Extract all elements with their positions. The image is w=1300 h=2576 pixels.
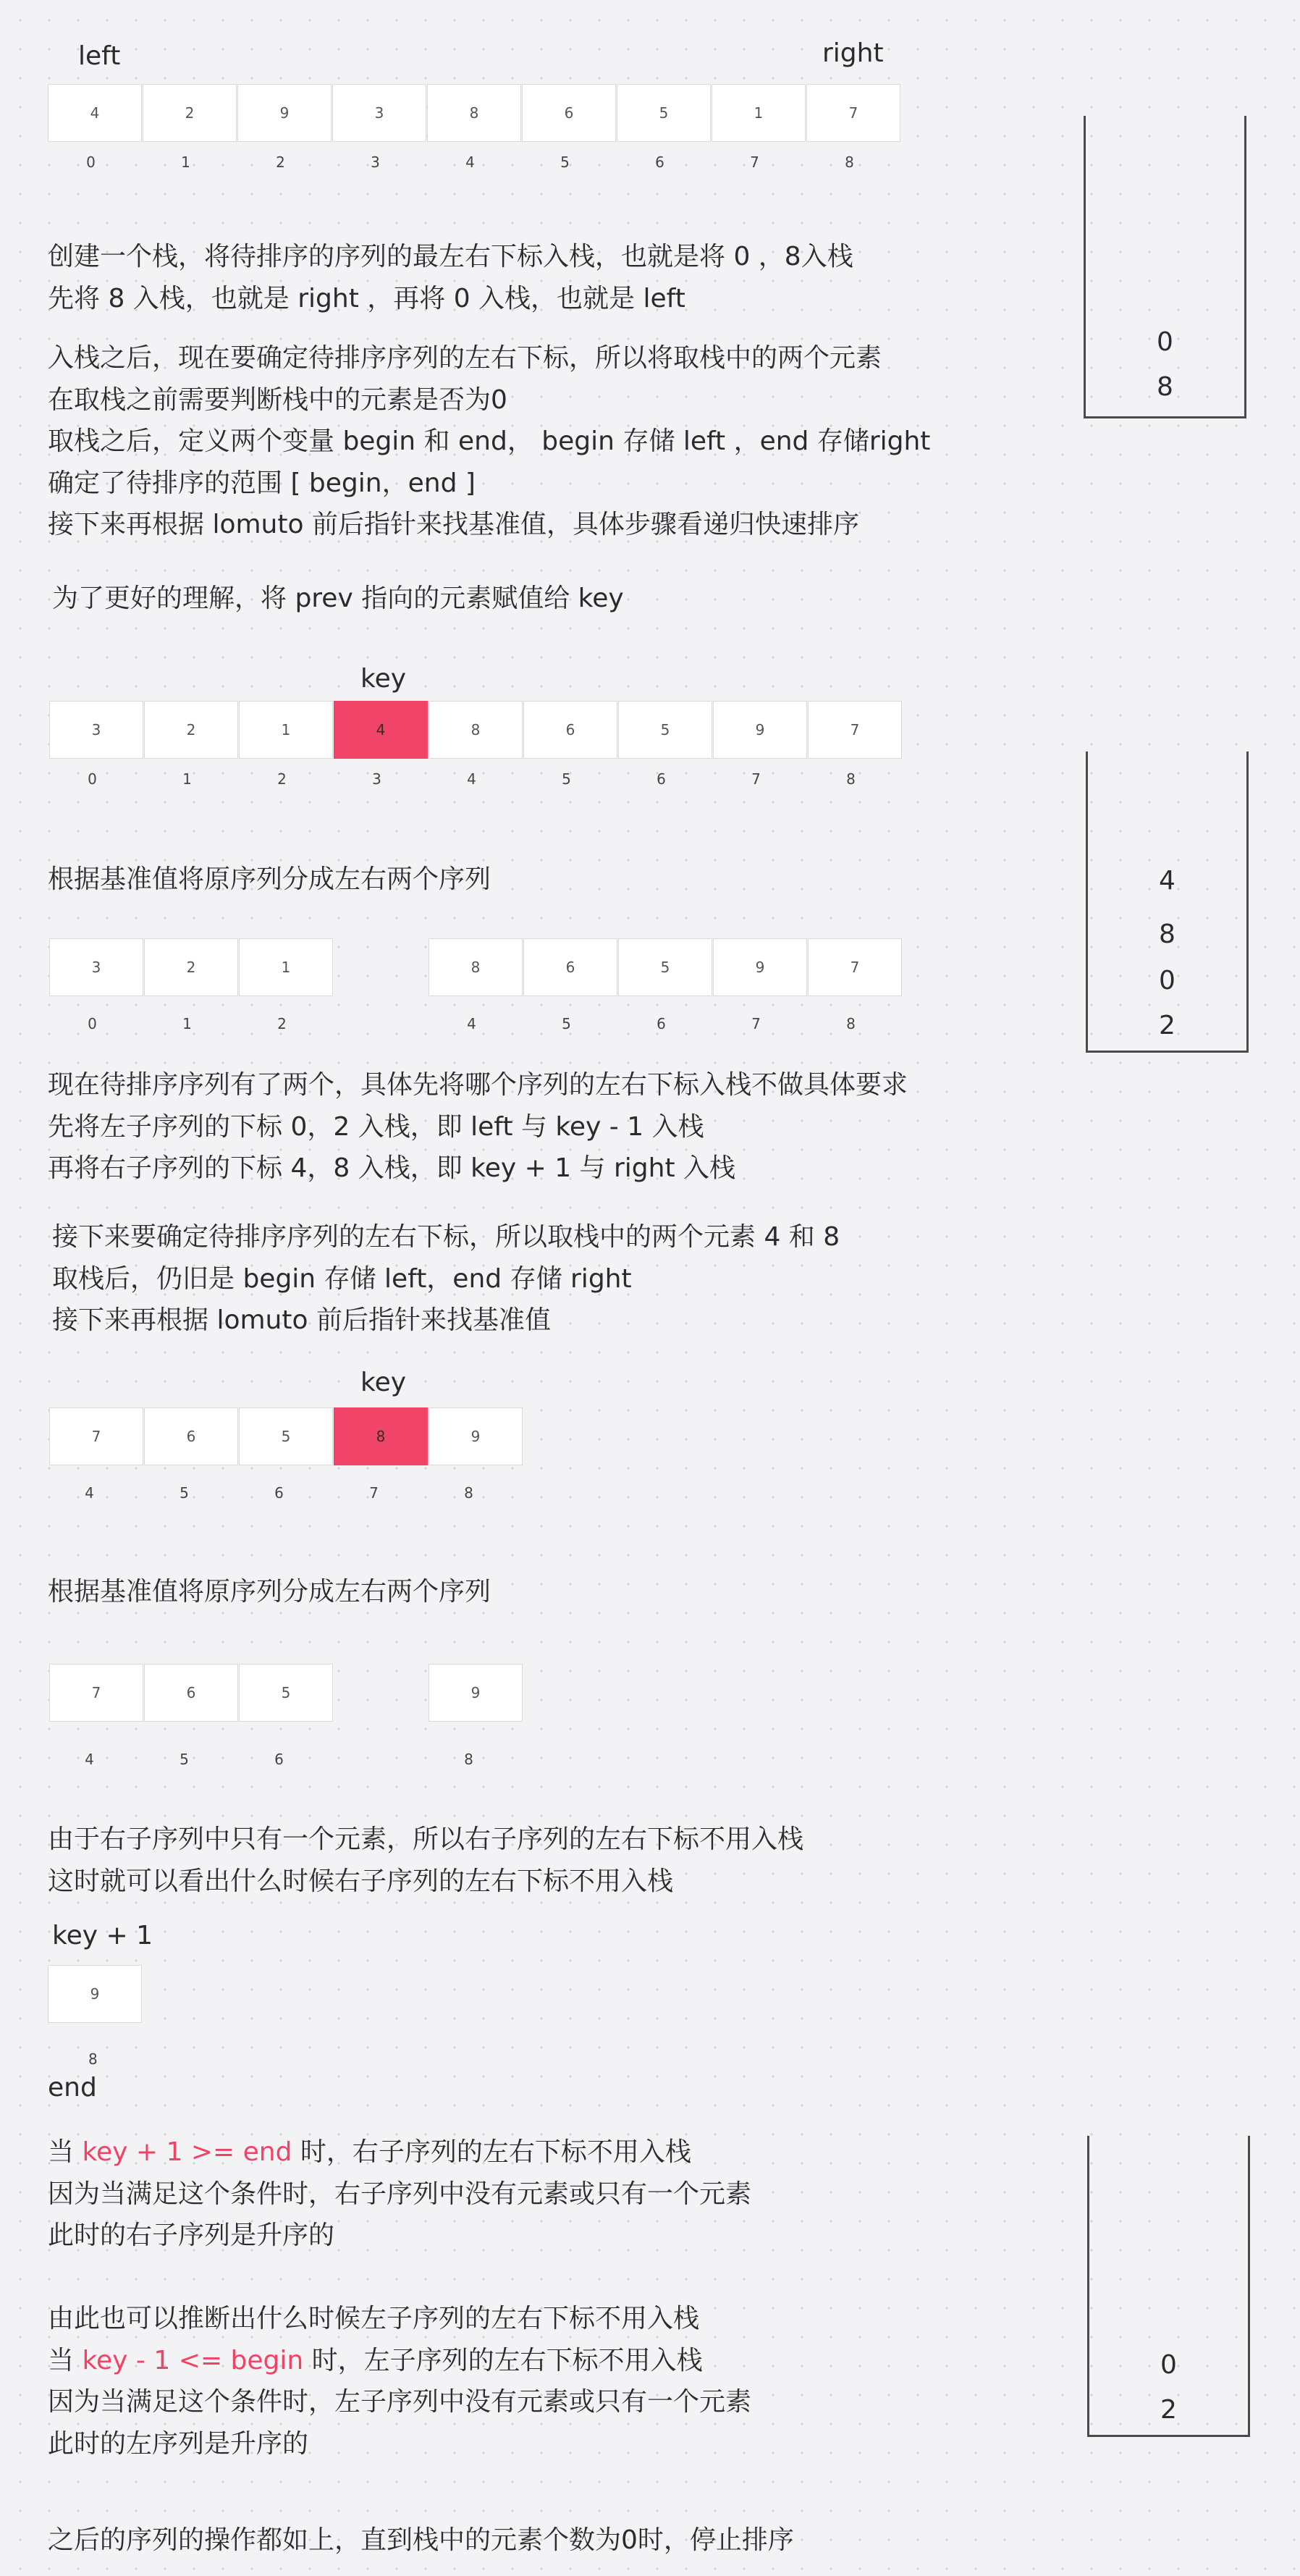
index-label: 4	[85, 1751, 94, 1768]
text-line: 根据基准值将原序列分成左右两个序列	[48, 864, 491, 894]
array-s2	[49, 701, 903, 759]
text-line: 接下来要确定待排序序列的左右下标，所以取栈中的两个元素 4 和 8	[52, 1222, 840, 1252]
key-cell: 4	[334, 701, 428, 759]
array-cell: 2	[143, 84, 237, 142]
text-line: 为了更好的理解，将 prev 指向的元素赋值给 key	[52, 584, 624, 613]
array-cell: 7	[806, 84, 900, 142]
index-label: 5	[560, 153, 570, 171]
array-cell: 7	[49, 1664, 143, 1722]
array-cell: 7	[808, 938, 902, 996]
index-row-s2	[45, 770, 898, 788]
index-label: 0	[86, 153, 96, 171]
stack-value: 8	[1157, 372, 1173, 402]
key-label: key	[360, 664, 407, 694]
index-label: 1	[181, 153, 190, 171]
text-line: 先将左子序列的下标 0，2 入栈，即 left 与 key - 1 入栈	[48, 1111, 704, 1142]
index-label: 7	[751, 770, 761, 788]
stack-diagram-1	[1084, 116, 1246, 418]
condition-red-1: key + 1 >= end	[82, 2137, 292, 2167]
index-label: 2	[276, 153, 285, 171]
array-cell: 9	[713, 701, 807, 759]
array-cell: 6	[144, 1407, 238, 1465]
text-line: 再将右子序列的下标 4，8 入栈，即 key + 1 与 right 入栈	[48, 1153, 736, 1183]
index-label: 5	[562, 1015, 571, 1032]
index-row-s3	[42, 1484, 516, 1502]
index-row-s3-split	[42, 1751, 516, 1768]
array-cell: 6	[523, 938, 617, 996]
stack-diagram-3	[1087, 2136, 1250, 2437]
index-label: 1	[182, 1015, 192, 1032]
array-cell: 9	[237, 84, 332, 142]
paragraph-s1-a	[48, 236, 853, 319]
paragraph-s1-c	[52, 578, 624, 620]
paragraph-s2-a	[48, 1064, 908, 1190]
stack-value: 2	[1159, 1011, 1176, 1040]
index-label: 8	[464, 1751, 473, 1768]
index-label: 3	[372, 770, 381, 788]
right-label: right	[822, 38, 884, 68]
array-cell: 5	[618, 701, 712, 759]
index-label: 3	[371, 153, 380, 171]
paragraph-s1-b	[48, 337, 930, 546]
array-cell: 9	[429, 1407, 523, 1465]
index-label: 6	[274, 1751, 284, 1768]
text-fragment: 时，左子序列的左右下标不用入栈	[303, 2345, 703, 2375]
text-line: 因为当满足这个条件时，左子序列中没有元素或只有一个元素	[48, 2387, 752, 2417]
index-label: 6	[657, 770, 666, 788]
stack-value: 2	[1160, 2395, 1177, 2425]
array-cell: 5	[239, 1664, 333, 1722]
index-row-s1	[43, 153, 897, 171]
text-line: 取栈之后，定义两个变量 begin 和 end， begin 存储 left ，end 存储right	[48, 426, 931, 456]
text-line: 此时的右子序列是升序的	[48, 2221, 335, 2250]
index-label: 4	[465, 153, 475, 171]
array-s1	[48, 84, 901, 142]
left-label: left	[78, 41, 121, 71]
array-cell: 8	[429, 701, 523, 759]
array-cell: 1	[712, 84, 806, 142]
index-label: 1	[182, 770, 192, 788]
array-cell: 2	[144, 701, 238, 759]
array-cell: 9	[713, 938, 807, 996]
key-cell: 8	[334, 1407, 428, 1465]
array-cell: 8	[427, 84, 521, 142]
array-cell: 9	[429, 1664, 523, 1722]
paragraph-s4-b	[48, 2298, 751, 2465]
text-line: 由此也可以推断出什么时候左子序列的左右下标不用入栈	[48, 2304, 700, 2333]
split-title-s2	[48, 859, 491, 901]
array-cell: 7	[808, 701, 902, 759]
index-label: 6	[274, 1484, 284, 1502]
array-cell: 4	[48, 84, 142, 142]
text-line: 先将 8 入栈，也就是 right ，再将 0 入栈，也就是 left	[48, 283, 685, 313]
index-label: 8	[845, 153, 854, 171]
stack-value: 0	[1159, 966, 1176, 996]
text-line: 这时就可以看出什么时候右子序列的左右下标不用入栈	[48, 1866, 674, 1896]
text-line: 之后的序列的操作都如上，直到栈中的元素个数为0时，停止排序	[48, 2525, 794, 2555]
array-cell: 3	[49, 701, 143, 759]
single-array	[48, 1965, 143, 2023]
array-cell: 6	[144, 1664, 238, 1722]
paragraph-s4-a	[48, 2131, 751, 2257]
index-label: 0	[88, 1015, 97, 1032]
condition-line-1	[48, 2131, 751, 2173]
key-label: key	[360, 1368, 407, 1397]
index-label: 8	[464, 1484, 473, 1502]
condition-red-2: key - 1 <= begin	[82, 2345, 304, 2375]
array-cell: 3	[332, 84, 426, 142]
index-label: 0	[88, 770, 97, 788]
array-cell: 1	[239, 938, 333, 996]
end-label: end	[48, 2073, 97, 2103]
array-s3	[49, 1407, 523, 1465]
paragraph-s2-b	[52, 1216, 840, 1342]
text-line: 确定了待排序的范围 [ begin，end ]	[48, 468, 476, 498]
array-cell: 9	[48, 1965, 142, 2023]
stack-value: 4	[1159, 866, 1176, 896]
text-fragment: 当	[48, 2345, 83, 2375]
paragraph-s3-a	[48, 1819, 803, 1902]
array-cell: 5	[618, 938, 712, 996]
array-cell: 5	[239, 1407, 333, 1465]
index-label: 6	[657, 1015, 666, 1032]
index-label: 5	[180, 1484, 189, 1502]
index-label: 2	[277, 770, 287, 788]
index-label: 7	[751, 1015, 761, 1032]
split-title-s3	[48, 1571, 491, 1613]
text-line: 因为当满足这个条件时，右子序列中没有元素或只有一个元素	[48, 2179, 752, 2209]
index-label: 7	[750, 153, 759, 171]
stack-diagram-2	[1086, 752, 1249, 1053]
index-label: 8	[846, 1015, 856, 1032]
text-line: 由于右子序列中只有一个元素，所以右子序列的左右下标不用入栈	[48, 1824, 804, 1854]
stack-value: 0	[1160, 2350, 1177, 2380]
text-line: 在取栈之前需要判断栈中的元素是否为0	[48, 384, 507, 415]
text-line: 现在待排序序列有了两个，具体先将哪个序列的左右下标入栈不做具体要求	[48, 1070, 908, 1100]
index-label: 7	[369, 1484, 379, 1502]
text-line: 入栈之后，现在要确定待排序序列的左右下标，所以将取栈中的两个元素	[48, 343, 882, 373]
index-label: 5	[180, 1751, 189, 1768]
key-plus-one-label: key + 1	[52, 1921, 153, 1950]
text-line: 根据基准值将原序列分成左右两个序列	[48, 1577, 491, 1607]
array-cell: 8	[429, 938, 523, 996]
array-cell: 3	[49, 938, 143, 996]
text-line: 接下来再根据 lomuto 前后指针来找基准值，具体步骤看递归快速排序	[48, 510, 859, 539]
index-label: 6	[655, 153, 664, 171]
text-line: 创建一个栈，将待排序的序列的最左右下标入栈，也就是将 0 ，8入栈	[48, 242, 853, 272]
index-row-s2-split	[45, 1015, 898, 1032]
split-array-s3	[49, 1664, 523, 1722]
text-fragment: 时，右子序列的左右下标不用入栈	[292, 2137, 691, 2167]
stack-value: 0	[1157, 327, 1173, 357]
array-cell: 1	[239, 701, 333, 759]
index-label: 8	[846, 770, 856, 788]
index-label: 2	[277, 1015, 287, 1032]
final-line	[48, 2520, 794, 2562]
array-cell: 2	[144, 938, 238, 996]
text-fragment: 当	[48, 2137, 83, 2167]
index-label: 4	[467, 1015, 476, 1032]
index-label: 4	[467, 770, 476, 788]
array-cell: 6	[522, 84, 616, 142]
split-array-s2	[49, 938, 903, 996]
index-label: 5	[562, 770, 571, 788]
index-label: 4	[85, 1484, 94, 1502]
array-cell: 5	[617, 84, 711, 142]
text-line: 取栈后，仍旧是 begin 存储 left，end 存储 right	[52, 1263, 632, 1294]
array-cell: 6	[523, 701, 617, 759]
text-line: 接下来再根据 lomuto 前后指针来找基准值	[52, 1305, 551, 1335]
condition-line-2	[48, 2340, 751, 2382]
stack-value: 8	[1159, 919, 1176, 949]
text-line: 此时的左序列是升序的	[48, 2428, 309, 2459]
array-cell: 7	[49, 1407, 143, 1465]
index-label: 8	[88, 2050, 98, 2068]
